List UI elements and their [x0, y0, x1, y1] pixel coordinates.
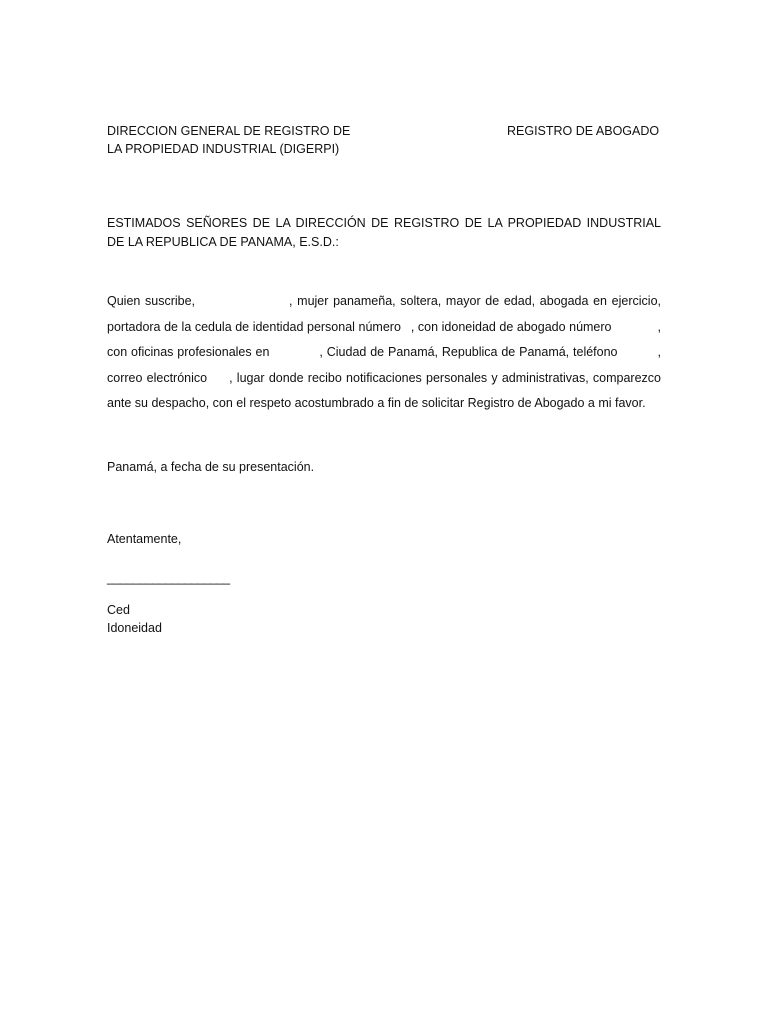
body-text-7: , lugar donde recibo notificaciones personales y administrativas, comparezco ante su despacho, con el respeto acostumbrado a fin de solicitar: [107, 370, 661, 411]
salutation: ESTIMADOS SEÑORES DE LA DIRECCIÓN DE REGISTRO DE LA PROPIEDAD INDUSTRIAL DE LA REPUBLICA DE PANAMA, E.S.D.:: [107, 216, 661, 249]
date-line: Panamá, a fecha de su presentación.: [107, 460, 315, 474]
body-text-1: Quien suscribe,: [107, 294, 196, 308]
signature-line: ___________________: [107, 571, 230, 585]
header-office-line-2: LA PROPIEDAD INDUSTRIAL (DIGERPI): [107, 142, 340, 156]
ced-label: Ced: [107, 603, 130, 617]
document-title: REGISTRO DE ABOGADO: [507, 124, 660, 138]
body-emphasis: Registro de Abogado: [467, 396, 585, 411]
body-text-4: , con oficinas profesionales en: [107, 319, 661, 360]
body-text-8: a mi favor.: [587, 396, 646, 411]
closing: Atentamente,: [107, 532, 182, 546]
idoneidad-label: Idoneidad: [107, 621, 162, 635]
body-text-2: , mujer panameña, soltera, mayor de edad, abogada en ejercicio, portadora de la cedula de identidad personal número: [107, 294, 661, 334]
body-text-5: , Ciudad de Panamá, Republica de Panamá, teléfono: [319, 345, 618, 360]
body-text-6: , correo electrónico: [107, 345, 661, 385]
header-office-line-1: DIRECCION GENERAL DE REGISTRO DE: [107, 124, 351, 138]
body-text-3: , con idoneidad de abogado número: [410, 319, 612, 334]
request-body-paragraph: [107, 289, 661, 417]
issuing-office-header: [107, 122, 350, 158]
